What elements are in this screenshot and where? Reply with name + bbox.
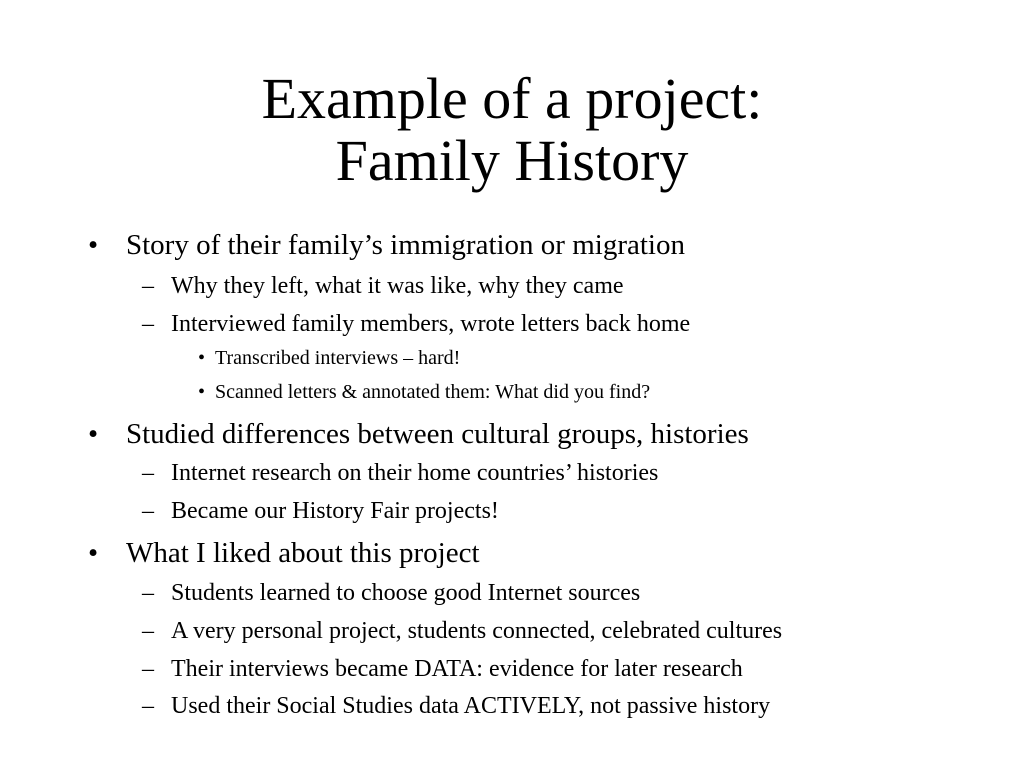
list-item-text: Interviewed family members, wrote letters back home (171, 311, 691, 337)
slide-title-line-2: Family History (335, 128, 689, 193)
bullet-marker: • (88, 418, 99, 450)
list-item-text: Story of their family’s immigration or migration (126, 229, 685, 261)
list-item-text: Studied differences between cultural groups, histories (126, 418, 749, 450)
list-item-text: Used their Social Studies data ACTIVELY, not passive history (171, 693, 771, 719)
list-item-text: Students learned to choose good Internet sources (171, 580, 641, 606)
dash-marker: – (142, 460, 154, 486)
list-item-text: A very personal project, students connected, celebrated cultures (171, 618, 783, 644)
list-item-text: Transcribed interviews – hard! (215, 347, 461, 369)
dash-marker: – (142, 311, 154, 337)
dash-marker: – (142, 498, 154, 524)
bullet-marker: • (88, 537, 99, 569)
dash-marker: – (142, 273, 154, 299)
dash-marker: – (142, 618, 154, 644)
list-item-text: What I liked about this project (126, 537, 480, 569)
dash-marker: – (142, 693, 154, 719)
dash-marker: – (142, 656, 154, 682)
bullet-marker: • (198, 381, 206, 403)
list-item-text: Why they left, what it was like, why they came (171, 273, 624, 299)
list-item-text: Internet research on their home countries’ histories (171, 460, 659, 486)
slide-title-line-1: Example of a project: (261, 66, 763, 131)
list-item-text: Their interviews became DATA: evidence for later research (171, 656, 743, 682)
list-item-text: Became our History Fair projects! (171, 498, 499, 524)
list-item-text: Scanned letters & annotated them: What did you find? (215, 381, 651, 403)
dash-marker: – (142, 580, 154, 606)
bullet-marker: • (88, 229, 99, 261)
bullet-marker: • (198, 347, 206, 369)
